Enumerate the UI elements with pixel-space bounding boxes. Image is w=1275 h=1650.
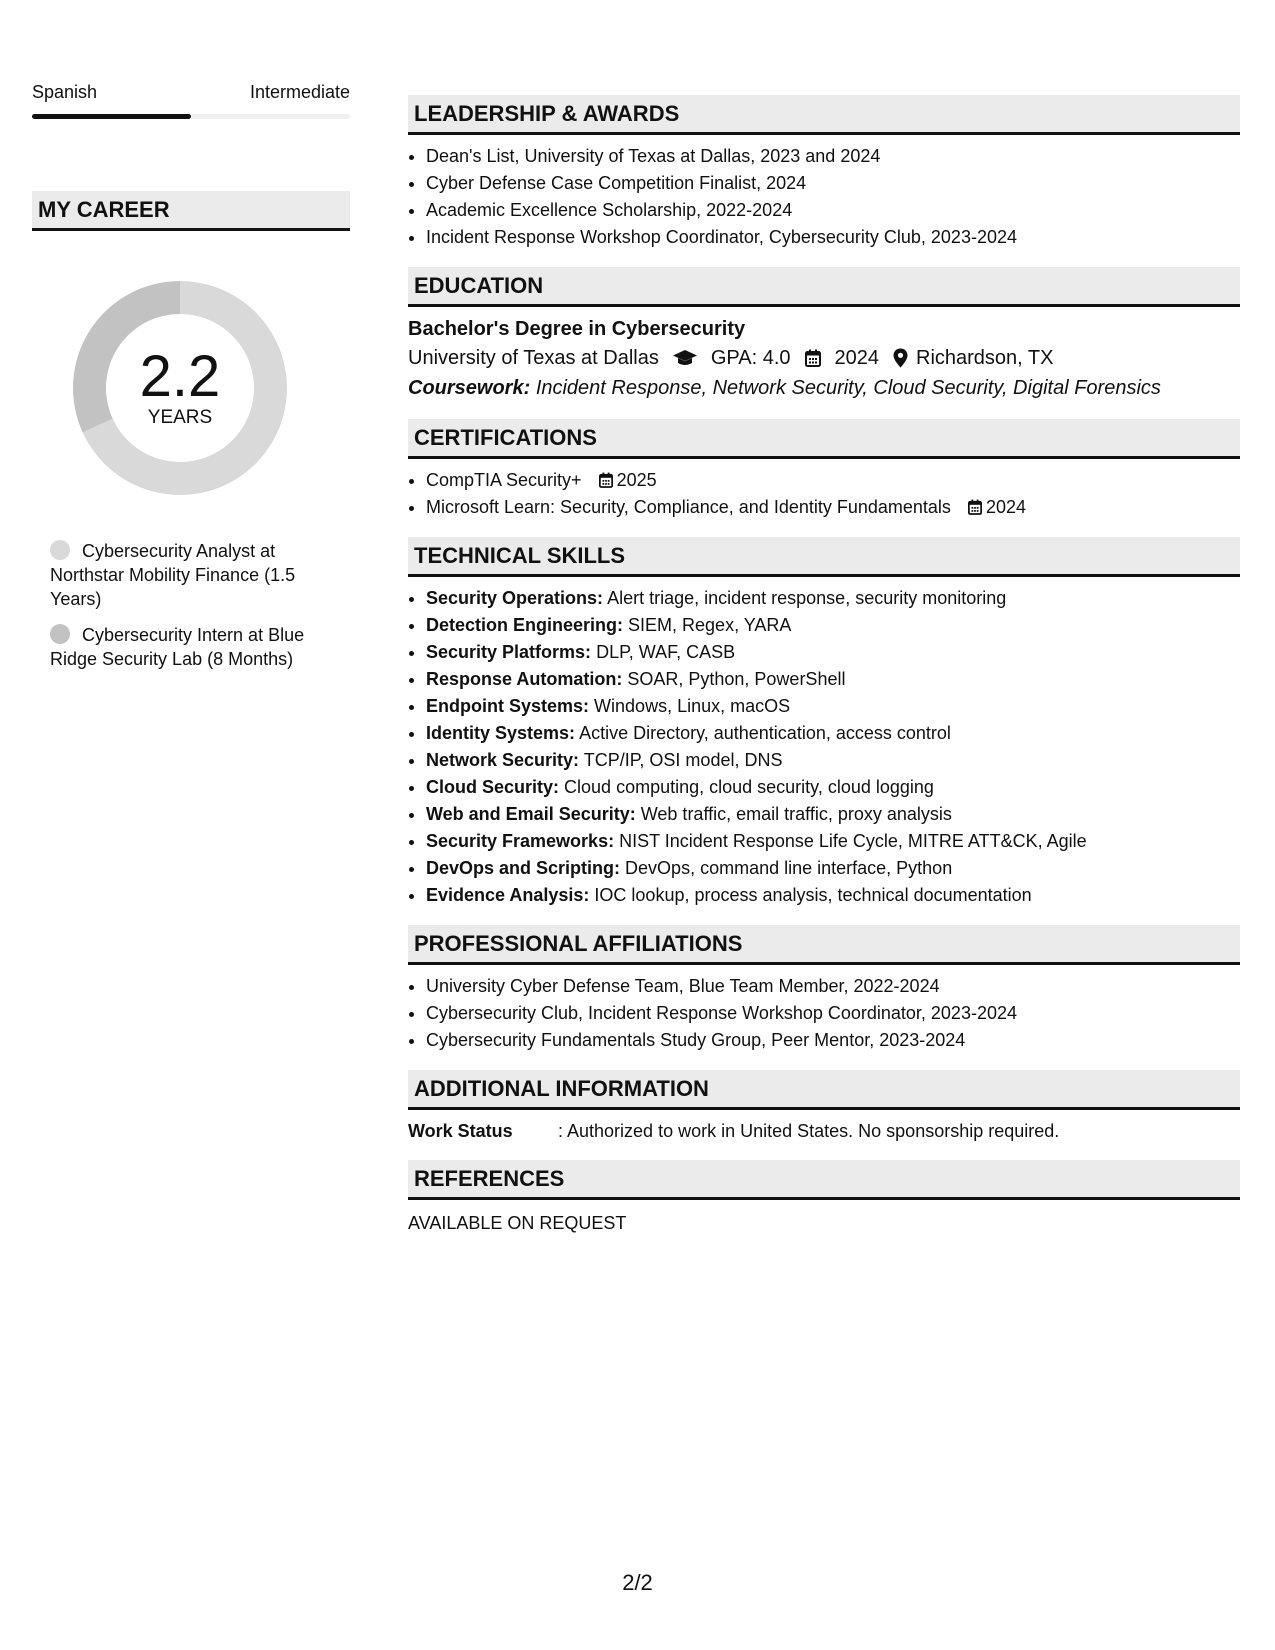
list-item (426, 747, 1240, 774)
skill-value: IOC lookup, process analysis, technical documentation (594, 885, 1032, 905)
list-item (426, 639, 1240, 666)
skills-heading: TECHNICAL SKILLS (408, 537, 1240, 577)
certifications-heading: CERTIFICATIONS (408, 419, 1240, 459)
education-coursework (408, 373, 1240, 403)
affiliations-heading: PROFESSIONAL AFFILIATIONS (408, 925, 1240, 965)
skill-value: DLP, WAF, CASB (596, 642, 736, 662)
leadership-list (408, 143, 1240, 251)
additional-heading: ADDITIONAL INFORMATION (408, 1070, 1240, 1110)
skill-label: Security Platforms: (426, 642, 592, 662)
career-legend-dot (50, 624, 70, 644)
list-item (426, 801, 1240, 828)
education-heading: EDUCATION (408, 267, 1240, 307)
certifications-section (408, 419, 1240, 521)
skill-label: Identity Systems: (426, 723, 576, 743)
education-section (408, 267, 1240, 403)
leadership-section (408, 95, 1240, 251)
language-level: Intermediate (249, 82, 350, 102)
calendar-icon (805, 349, 821, 367)
skill-label: Network Security: (426, 750, 580, 770)
career-donut-chart (65, 273, 295, 503)
page-number: 2/2 (622, 1570, 653, 1595)
career-total-unit: YEARS (147, 407, 213, 428)
list-item (426, 666, 1240, 693)
list-item (426, 720, 1240, 747)
list-item (426, 828, 1240, 855)
language-proficiency-fill (32, 114, 191, 119)
list-item (426, 612, 1240, 639)
skill-label: Security Operations: (426, 588, 604, 608)
skill-label: Cloud Security: (426, 777, 560, 797)
coursework-label: Coursework: (408, 377, 531, 399)
skill-value: SOAR, Python, PowerShell (627, 669, 846, 689)
certification-name: Microsoft Learn: Security, Compliance, and Identity Fundamentals (426, 497, 951, 517)
education-year: 2024 (834, 347, 880, 369)
language-row (32, 80, 350, 104)
references-text: AVAILABLE ON REQUEST (408, 1213, 627, 1233)
career-legend-label: Cybersecurity Intern at Blue Ridge Security Lab (8 Months) (50, 625, 305, 669)
coursework-list: Incident Response, Network Security, Cloud Security, Digital Forensics (535, 377, 1161, 399)
skill-value: NIST Incident Response Life Cycle, MITRE ATT&CK, Agile (619, 831, 1087, 851)
skill-label: Endpoint Systems: (426, 696, 590, 716)
references-heading: REFERENCES (408, 1160, 1240, 1200)
info-value: : Authorized to work in United States. No sponsorship required. (558, 1121, 1060, 1141)
leadership-heading: LEADERSHIP & AWARDS (408, 95, 1240, 135)
language-proficiency-bar (32, 114, 350, 119)
career-legend-dot (50, 540, 70, 560)
list-item (426, 467, 1240, 494)
skill-value: Alert triage, incident response, security monitoring (607, 588, 1007, 608)
skill-label: Detection Engineering: (426, 615, 624, 635)
info-row (408, 1118, 1240, 1144)
certifications-list (408, 467, 1240, 521)
references-section (408, 1160, 1240, 1236)
list-item: • Cybersecurity Fundamentals Study Group, Peer Mentor, 2023-2024 (426, 1027, 1240, 1054)
career-legend (32, 539, 350, 671)
affiliations-list (408, 973, 1240, 1054)
list-item: • Dean's List, University of Texas at Dallas, 2023 and 2024 (426, 143, 1240, 170)
additional-section (408, 1070, 1240, 1144)
list-item (426, 693, 1240, 720)
map-pin-icon (893, 348, 908, 368)
affiliations-section (408, 925, 1240, 1054)
list-item: • Cyber Defense Case Competition Finalist, 2024 (426, 170, 1240, 197)
education-school: University of Texas at Dallas (408, 347, 659, 369)
skill-value: Windows, Linux, macOS (594, 696, 791, 716)
skill-value: TCP/IP, OSI model, DNS (583, 750, 783, 770)
skills-list (408, 585, 1240, 909)
right-column (408, 95, 1240, 1252)
list-item: • Cybersecurity Club, Incident Response Workshop Coordinator, 2023-2024 (426, 1000, 1240, 1027)
education-details (408, 343, 1240, 373)
list-item (426, 774, 1240, 801)
career-legend-item (50, 539, 320, 611)
language-name: Spanish (32, 82, 98, 102)
career-legend-item (50, 623, 320, 671)
career-legend-label: Cybersecurity Analyst at Northstar Mobility Finance (1.5 Years) (50, 541, 296, 609)
certification-year: 2024 (985, 497, 1026, 517)
skill-value: Web traffic, email traffic, proxy analysis (640, 804, 952, 824)
calendar-icon (968, 499, 982, 515)
list-item (426, 882, 1240, 909)
graduation-cap-icon (673, 349, 697, 367)
skill-value: Cloud computing, cloud security, cloud logging (564, 777, 934, 797)
skill-label: Web and Email Security: (426, 804, 636, 824)
certification-name: CompTIA Security+ (426, 470, 582, 490)
skill-label: Response Automation: (426, 669, 623, 689)
skill-value: Active Directory, authentication, access control (579, 723, 951, 743)
career-heading: MY CAREER (32, 191, 350, 231)
education-location: Richardson, TX (916, 347, 1054, 369)
list-item (426, 585, 1240, 612)
list-item: • University Cyber Defense Team, Blue Team Member, 2022-2024 (426, 973, 1240, 1000)
education-degree: Bachelor's Degree in Cybersecurity (408, 318, 746, 340)
info-key: Work Status (408, 1121, 513, 1141)
career-total-value: 2.2 (139, 344, 221, 409)
list-item (426, 494, 1240, 521)
list-item: • Academic Excellence Scholarship, 2022-2024 (426, 197, 1240, 224)
skill-value: SIEM, Regex, YARA (628, 615, 792, 635)
skill-label: Security Frameworks: (426, 831, 615, 851)
skill-label: DevOps and Scripting: (426, 858, 621, 878)
list-item (426, 855, 1240, 882)
education-gpa: GPA: 4.0 (710, 347, 791, 369)
skill-value: DevOps, command line interface, Python (625, 858, 953, 878)
list-item: • Incident Response Workshop Coordinator, Cybersecurity Club, 2023-2024 (426, 224, 1240, 251)
calendar-icon (599, 472, 613, 488)
skills-section (408, 537, 1240, 909)
certification-year: 2025 (616, 470, 657, 490)
left-column (32, 80, 350, 683)
skill-label: Evidence Analysis: (426, 885, 590, 905)
